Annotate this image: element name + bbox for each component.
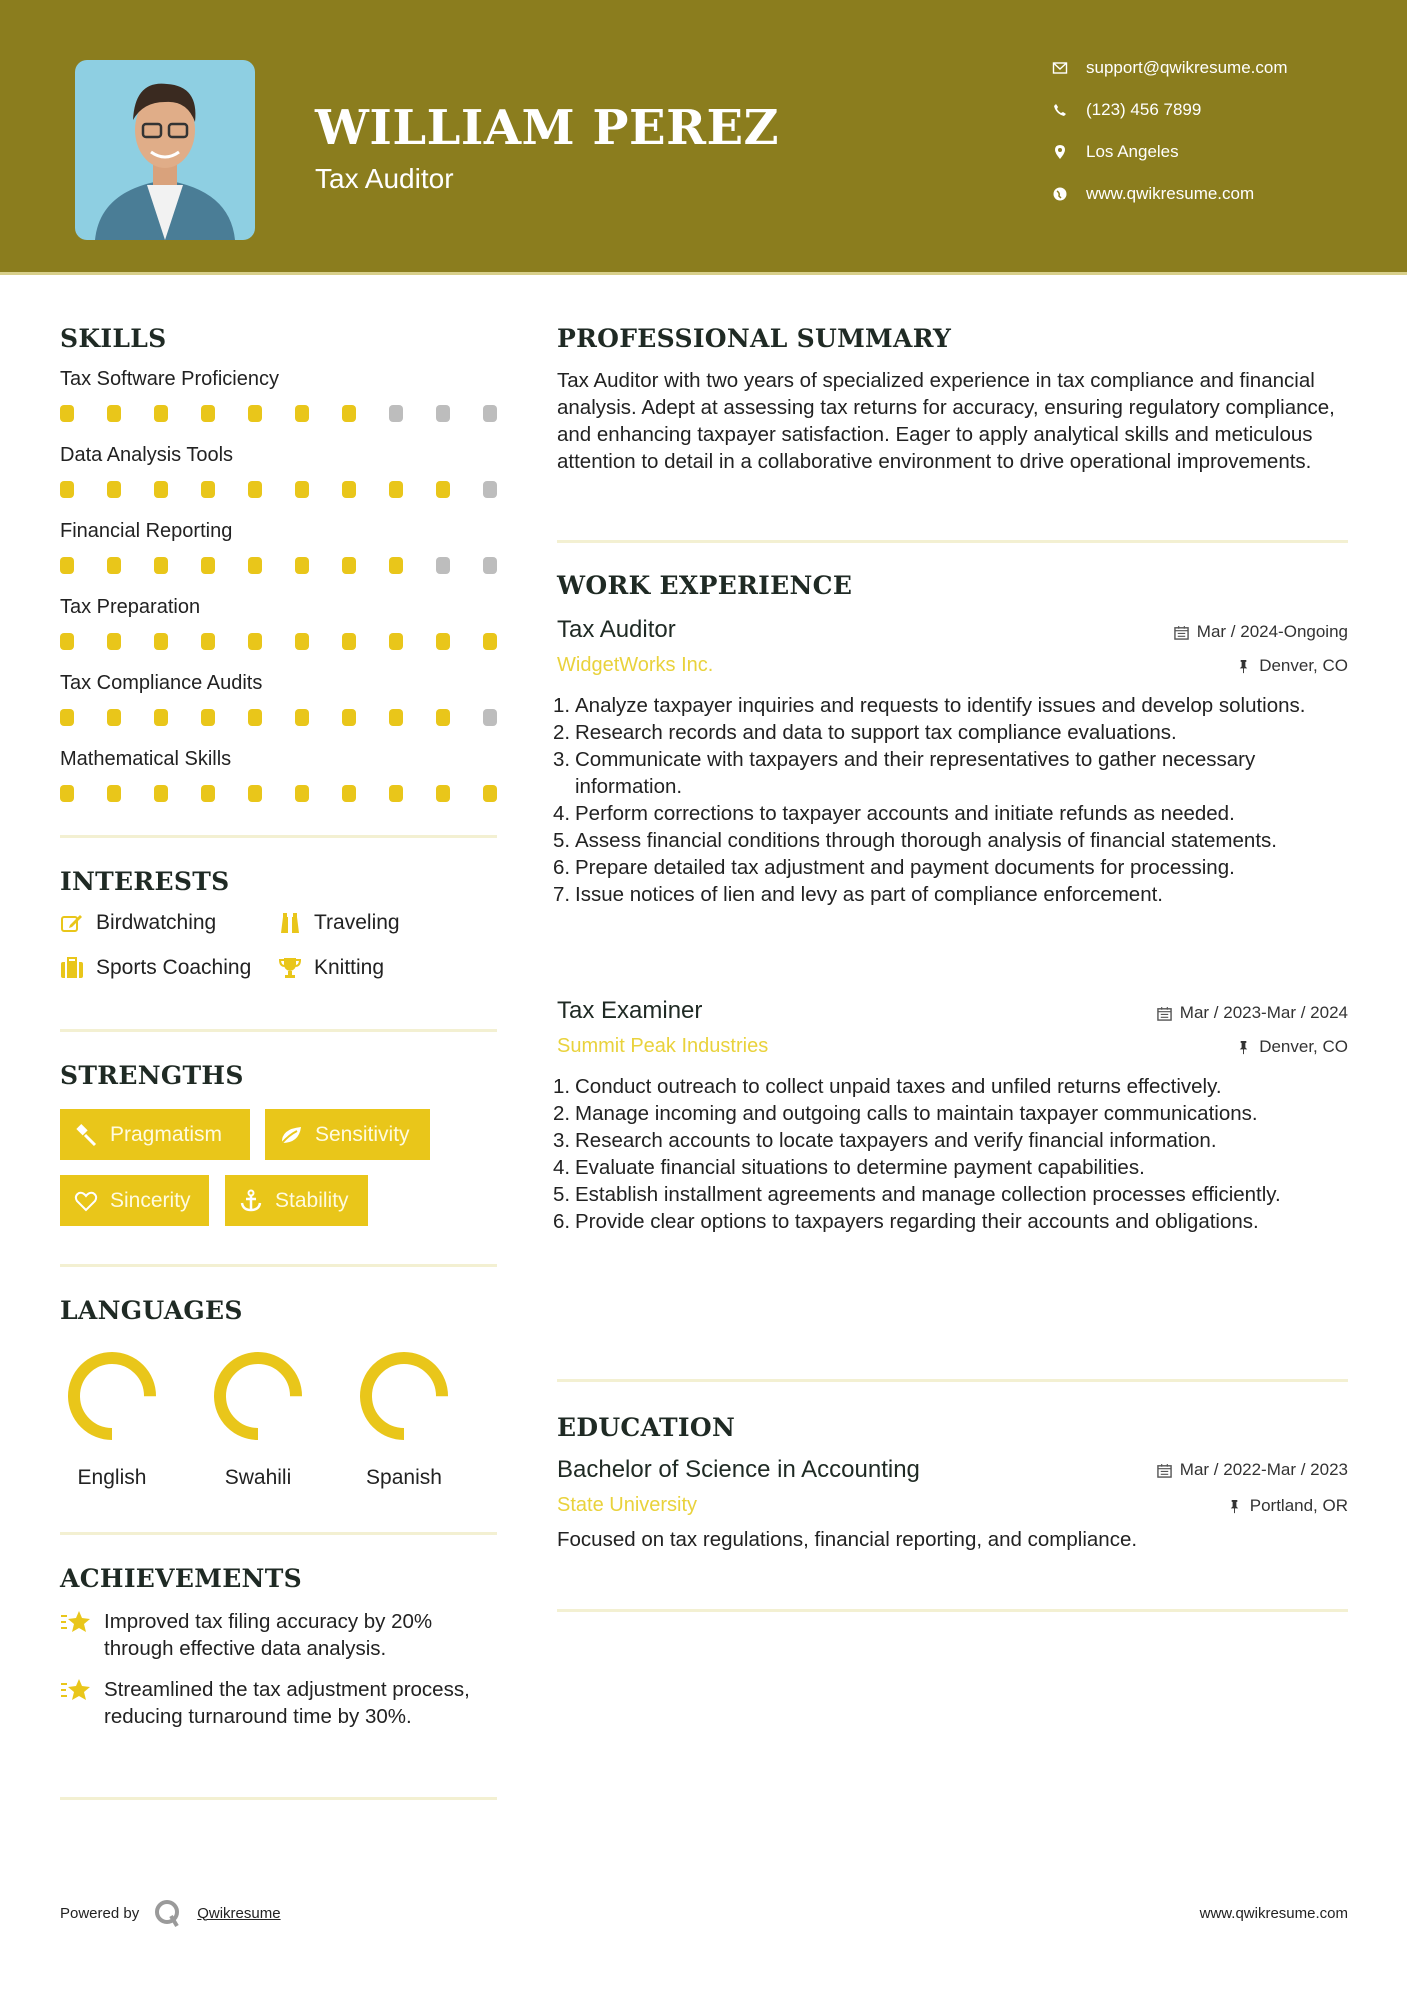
pushpin-icon: [1236, 1040, 1251, 1055]
rating-dot: [342, 709, 356, 726]
rating-dot: [107, 557, 121, 574]
job-bullets: [553, 1073, 1348, 1235]
rating-dot: [248, 481, 262, 498]
skill-rating: [60, 785, 500, 802]
education-description: Focused on tax regulations, financial reporting, and compliance.: [557, 1528, 1138, 1551]
calendar-icon: [1157, 1463, 1172, 1478]
skill-rating: [60, 481, 500, 498]
language-item: [52, 1346, 172, 1490]
language-ring-arc: [74, 1358, 150, 1434]
skill-label: Financial Reporting: [60, 520, 233, 542]
interest-item: Knitting: [278, 956, 384, 980]
rating-dot: [107, 709, 121, 726]
calendar-icon: [1157, 1006, 1172, 1021]
rating-dot: [436, 557, 450, 574]
education-date: Mar / 2022-Mar / 2023: [1157, 1460, 1348, 1480]
trophy-icon: [278, 956, 302, 980]
strengths-heading: STRENGTHS: [60, 1061, 244, 1090]
phone-icon: [1052, 102, 1068, 118]
gavel-icon: [74, 1123, 98, 1147]
qwikresume-link[interactable]: Qwikresume: [197, 1904, 281, 1922]
divider: [60, 1532, 497, 1535]
rating-dot: [248, 557, 262, 574]
rating-dot: [248, 785, 262, 802]
divider: [557, 1609, 1348, 1612]
rating-dot: [201, 709, 215, 726]
rating-dot: [389, 633, 403, 650]
divider: [60, 835, 497, 838]
skills-list: [60, 368, 500, 824]
anchor-icon: [239, 1189, 263, 1213]
job-bullets: [553, 692, 1348, 908]
edit-icon: [60, 911, 84, 935]
language-ring-arc: [366, 1358, 442, 1434]
bullet-item: 6. Prepare detailed tax adjustment and payment documents for processing.: [553, 856, 1235, 879]
rating-dot: [295, 633, 309, 650]
experience-section: [557, 571, 1348, 600]
bullet-item: 5. Assess financial conditions through thorough analysis of financial statements.: [553, 829, 1277, 852]
star-icon: [60, 1676, 92, 1704]
qwikresume-logo-icon: [153, 1898, 183, 1928]
rating-dot: [248, 709, 262, 726]
education-section: [557, 1413, 1348, 1553]
contact-phone[interactable]: (123) 456 7899: [1052, 100, 1201, 120]
education-location: Portland, OR: [1227, 1496, 1348, 1516]
rating-dot: [389, 557, 403, 574]
rating-dot: [342, 405, 356, 422]
pushpin-icon: [1236, 659, 1251, 674]
skill-label: Tax Software Proficiency: [60, 368, 279, 390]
bullet-item: 4. Evaluate financial situations to determine payment capabilities.: [553, 1156, 1145, 1179]
globe-icon: [1052, 186, 1068, 202]
language-ring: [62, 1346, 162, 1446]
language-ring: [354, 1346, 454, 1446]
footer-powered: Powered by Qwikresume: [60, 1898, 281, 1928]
rating-dot: [295, 709, 309, 726]
pushpin-icon: [1227, 1499, 1242, 1514]
rating-dot: [107, 785, 121, 802]
suitcase-icon: [60, 956, 84, 980]
language-label: Swahili: [224, 1466, 292, 1489]
rating-dot: [483, 785, 497, 802]
rating-dot: [483, 633, 497, 650]
strength-tag: Stability: [225, 1175, 368, 1226]
rating-dot: [389, 709, 403, 726]
interest-item: Birdwatching: [60, 911, 216, 935]
skill-label: Tax Compliance Audits: [60, 672, 263, 694]
language-ring: [208, 1346, 308, 1446]
education-heading: EDUCATION: [557, 1413, 736, 1442]
divider: [557, 540, 1348, 543]
language-item: [198, 1346, 318, 1490]
bullet-item: 4. Perform corrections to taxpayer accounts and initiate refunds as needed.: [553, 802, 1235, 825]
achievements-heading: ACHIEVEMENTS: [60, 1564, 302, 1593]
rating-dot: [201, 633, 215, 650]
rating-dot: [201, 481, 215, 498]
bullet-item: 1. Conduct outreach to collect unpaid taxes and unfiled returns effectively.: [553, 1075, 1222, 1098]
resume-header: [0, 0, 1407, 275]
profile-photo: [75, 60, 255, 240]
job-date: Mar / 2023-Mar / 2024: [1157, 1003, 1348, 1023]
degree: Bachelor of Science in Accounting: [557, 1456, 920, 1483]
strength-tag: Sensitivity: [265, 1109, 430, 1160]
rating-dot: [483, 481, 497, 498]
rating-dot: [201, 785, 215, 802]
rating-dot: [389, 785, 403, 802]
interest-item: Traveling: [278, 911, 400, 935]
job-location: Denver, CO: [1236, 1037, 1348, 1057]
binoculars-icon: [278, 911, 302, 935]
rating-dot: [60, 481, 74, 498]
rating-dot: [154, 785, 168, 802]
rating-dot: [436, 481, 450, 498]
language-label: Spanish: [366, 1466, 442, 1489]
rating-dot: [60, 633, 74, 650]
rating-dot: [295, 785, 309, 802]
rating-dot: [342, 557, 356, 574]
rating-dot: [201, 405, 215, 422]
bullet-item: 1. Analyze taxpayer inquiries and requests to identify issues and develop solutions.: [553, 694, 1306, 717]
rating-dot: [342, 633, 356, 650]
contact-website[interactable]: www.qwikresume.com: [1052, 184, 1254, 204]
language-ring-arc: [220, 1358, 296, 1434]
bullet-item: 2. Research records and data to support tax compliance evaluations.: [553, 721, 1177, 744]
rating-dot: [295, 481, 309, 498]
bullet-item: 7. Issue notices of lien and levy as part of compliance enforcement.: [553, 883, 1163, 906]
bullet-item: 3. Communicate with taxpayers and their representatives to gather necessary information.: [553, 748, 1256, 798]
rating-dot: [248, 633, 262, 650]
skills-heading: SKILLS: [60, 324, 167, 353]
footer-website[interactable]: www.qwikresume.com: [1199, 1905, 1348, 1922]
rating-dot: [436, 633, 450, 650]
star-icon: [60, 1608, 92, 1636]
bullet-item: 5. Establish installment agreements and manage collection processes efficiently.: [553, 1183, 1281, 1206]
bullet-item: 6. Provide clear options to taxpayers regarding their accounts and obligations.: [553, 1210, 1259, 1233]
skill-rating: [60, 557, 500, 574]
skill-label: Mathematical Skills: [60, 748, 232, 770]
job-title: Tax Auditor: [557, 616, 676, 643]
summary-text: Tax Auditor with two years of specialized experience in tax compliance and financial analysis. Adept at assessing tax returns for accuracy, ensuring regulatory compliance, and enhancing taxpayer satisfaction. Eager to apply analytical skills and meticulous attention to detail in a collaborative environment to drive operational improvements.: [557, 369, 1335, 473]
skill-rating: [60, 709, 500, 726]
divider: [557, 1379, 1348, 1382]
calendar-icon: [1174, 625, 1189, 640]
rating-dot: [154, 481, 168, 498]
languages-heading: LANGUAGES: [60, 1296, 243, 1325]
summary-heading: PROFESSIONAL SUMMARY: [557, 324, 952, 353]
rating-dot: [201, 557, 215, 574]
divider: [60, 1029, 497, 1032]
rating-dot: [295, 405, 309, 422]
rating-dot: [295, 557, 309, 574]
rating-dot: [483, 557, 497, 574]
rating-dot: [436, 709, 450, 726]
candidate-title: Tax Auditor: [315, 163, 454, 194]
job-title: Tax Examiner: [557, 997, 703, 1024]
skill-label: Tax Preparation: [60, 596, 201, 618]
company-name: WidgetWorks Inc.: [557, 654, 714, 676]
job-location: Denver, CO: [1236, 656, 1348, 676]
job-entry: [553, 997, 1348, 1235]
bullet-item: 2. Manage incoming and outgoing calls to maintain taxpayer communications.: [553, 1102, 1258, 1125]
rating-dot: [436, 405, 450, 422]
rating-dot: [389, 405, 403, 422]
company-name: Summit Peak Industries: [557, 1035, 769, 1057]
language-item: [344, 1346, 464, 1490]
rating-dot: [389, 481, 403, 498]
rating-dot: [107, 633, 121, 650]
rating-dot: [154, 557, 168, 574]
achievement-item: Improved tax filing accuracy by 20% through effective data analysis.: [60, 1608, 500, 1662]
skill-rating: [60, 405, 500, 422]
rating-dot: [60, 785, 74, 802]
interest-item: Sports Coaching: [60, 956, 251, 980]
candidate-name: WILLIAM PEREZ: [315, 100, 780, 156]
language-label: English: [77, 1466, 147, 1489]
rating-dot: [107, 405, 121, 422]
rating-dot: [107, 481, 121, 498]
map-pin-icon: [1052, 144, 1068, 160]
rating-dot: [483, 405, 497, 422]
rating-dot: [154, 405, 168, 422]
divider: [60, 1264, 497, 1267]
rating-dot: [342, 785, 356, 802]
rating-dot: [60, 405, 74, 422]
school: State University: [557, 1494, 698, 1516]
rating-dot: [60, 709, 74, 726]
job-date: Mar / 2024-Ongoing: [1174, 622, 1348, 642]
envelope-icon: [1052, 60, 1068, 76]
contact-email[interactable]: support@qwikresume.com: [1052, 58, 1288, 78]
heart-icon: [74, 1189, 98, 1213]
leaf-icon: [279, 1123, 303, 1147]
rating-dot: [436, 785, 450, 802]
rating-dot: [342, 481, 356, 498]
achievement-item: Streamlined the tax adjustment process, reducing turnaround time by 30%.: [60, 1676, 500, 1730]
strength-tag: Pragmatism: [60, 1109, 250, 1160]
skill-label: Data Analysis Tools: [60, 444, 234, 466]
rating-dot: [483, 709, 497, 726]
rating-dot: [154, 633, 168, 650]
rating-dot: [248, 405, 262, 422]
bullet-item: 3. Research accounts to locate taxpayers and verify financial information.: [553, 1129, 1217, 1152]
interests-heading: INTERESTS: [60, 867, 230, 896]
skill-rating: [60, 633, 500, 650]
rating-dot: [60, 557, 74, 574]
rating-dot: [154, 709, 168, 726]
experience-heading: WORK EXPERIENCE: [557, 571, 853, 600]
strength-tag: Sincerity: [60, 1175, 209, 1226]
summary-section: [557, 324, 1348, 475]
divider: [60, 1797, 497, 1800]
contact-location: Los Angeles: [1052, 142, 1179, 162]
job-entry: [553, 616, 1348, 908]
